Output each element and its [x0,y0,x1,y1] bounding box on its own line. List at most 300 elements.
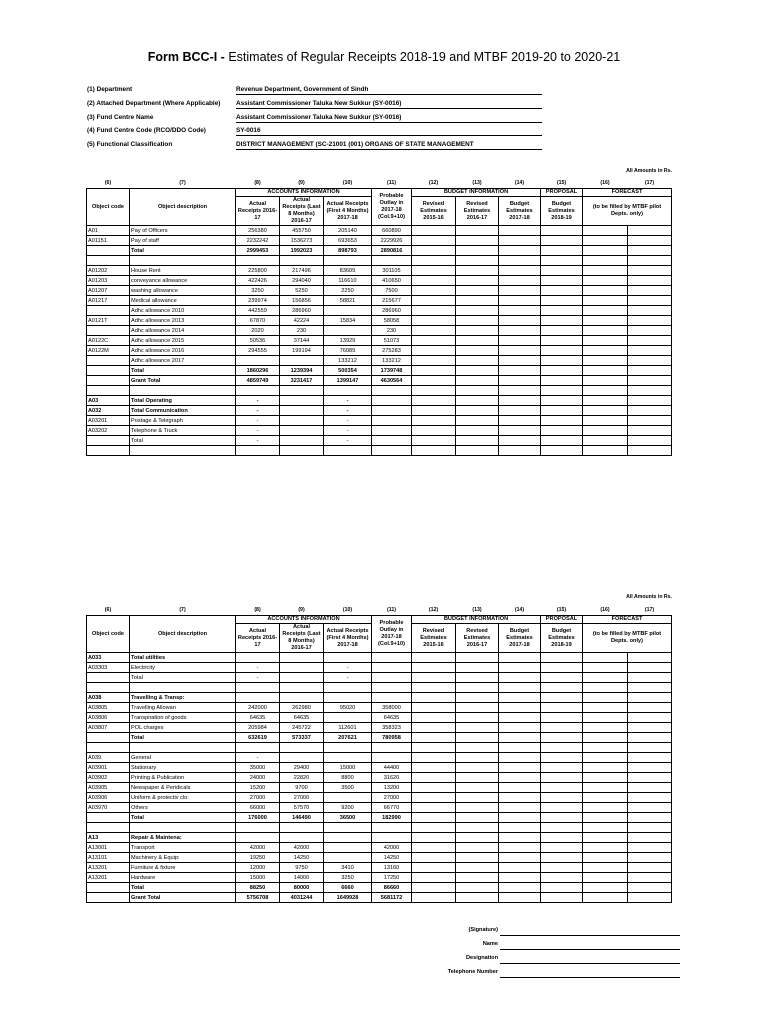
estimate-input-cell[interactable] [456,893,499,903]
estimate-input-cell[interactable] [412,843,456,853]
estimate-input-cell[interactable] [628,326,672,336]
estimate-input-cell[interactable] [456,226,499,236]
estimate-input-cell[interactable] [583,723,628,733]
estimate-input-cell[interactable] [456,663,499,673]
estimate-input-cell[interactable] [499,396,541,406]
estimate-input-cell[interactable] [541,813,583,823]
estimate-input-cell[interactable] [628,813,672,823]
estimate-input-cell[interactable] [456,356,499,366]
estimate-input-cell[interactable] [456,306,499,316]
object-code-cell: A13201 [87,863,130,873]
estimate-input-cell[interactable] [541,853,583,863]
estimate-input-cell[interactable] [456,883,499,893]
estimate-input-cell[interactable] [583,356,628,366]
estimate-input-cell[interactable] [499,883,541,893]
estimate-input-cell[interactable] [583,336,628,346]
estimate-input-cell[interactable] [412,226,456,236]
estimate-input-cell[interactable] [583,713,628,723]
estimate-input-cell[interactable] [541,266,583,276]
estimate-input-cell[interactable] [412,346,456,356]
estimate-input-cell[interactable] [412,296,456,306]
estimate-input-cell[interactable] [541,763,583,773]
estimate-input-cell[interactable] [583,883,628,893]
estimate-input-cell[interactable] [541,713,583,723]
estimate-input-cell[interactable] [628,226,672,236]
estimate-input-cell[interactable] [541,833,583,843]
estimate-input-cell[interactable] [412,863,456,873]
estimate-input-cell[interactable] [628,793,672,803]
estimate-input-cell[interactable] [456,366,499,376]
estimate-input-cell[interactable] [541,426,583,436]
estimate-input-cell[interactable] [412,813,456,823]
estimate-input-cell[interactable] [412,416,456,426]
estimate-input-cell[interactable] [628,663,672,673]
actual-receipts-cell: - [236,406,280,416]
estimate-input-cell[interactable] [541,326,583,336]
estimate-input-cell[interactable] [412,276,456,286]
estimate-input-cell[interactable] [583,276,628,286]
estimate-input-cell[interactable] [499,813,541,823]
estimate-input-cell[interactable] [628,703,672,713]
estimate-input-cell[interactable] [628,683,672,693]
estimate-input-cell[interactable] [499,336,541,346]
estimate-input-cell[interactable] [456,783,499,793]
estimate-input-cell[interactable] [583,446,628,456]
estimate-input-cell[interactable] [583,426,628,436]
estimate-input-cell[interactable] [583,793,628,803]
estimate-input-cell[interactable] [456,386,499,396]
estimate-input-cell[interactable] [499,873,541,883]
estimate-input-cell[interactable] [499,743,541,753]
estimate-input-cell[interactable] [412,246,456,256]
estimate-input-cell[interactable] [583,843,628,853]
estimate-input-cell[interactable] [541,446,583,456]
estimate-input-cell[interactable] [412,723,456,733]
estimate-input-cell[interactable] [412,693,456,703]
estimate-input-cell[interactable] [499,266,541,276]
estimate-input-cell[interactable] [456,723,499,733]
estimate-input-cell[interactable] [583,893,628,903]
estimate-input-cell[interactable] [412,356,456,366]
estimate-input-cell[interactable] [412,386,456,396]
estimate-input-cell[interactable] [412,336,456,346]
estimate-input-cell[interactable] [456,286,499,296]
estimate-input-cell[interactable] [456,713,499,723]
estimate-input-cell[interactable] [412,733,456,743]
estimate-input-cell[interactable] [412,653,456,663]
estimate-input-cell[interactable] [628,426,672,436]
estimate-input-cell[interactable] [628,376,672,386]
estimate-input-cell[interactable] [499,863,541,873]
estimate-input-cell[interactable] [499,296,541,306]
estimate-input-cell[interactable] [412,763,456,773]
estimate-input-cell[interactable] [583,266,628,276]
estimate-input-cell[interactable] [456,813,499,823]
estimate-input-cell[interactable] [499,416,541,426]
estimate-input-cell[interactable] [583,436,628,446]
estimate-input-cell[interactable] [499,693,541,703]
actual-first-4-cell: 76089 [324,346,372,356]
estimate-input-cell[interactable] [412,256,456,266]
estimate-input-cell[interactable] [583,316,628,326]
estimate-input-cell[interactable] [499,366,541,376]
estimate-input-cell[interactable] [541,773,583,783]
estimate-input-cell[interactable] [583,733,628,743]
signature-line[interactable] [500,935,680,936]
estimate-input-cell[interactable] [628,723,672,733]
estimate-input-cell[interactable] [412,306,456,316]
estimate-input-cell[interactable] [412,873,456,883]
estimate-input-cell[interactable] [541,873,583,883]
estimate-input-cell[interactable] [541,733,583,743]
estimate-input-cell[interactable] [499,723,541,733]
estimate-input-cell[interactable] [456,256,499,266]
estimate-input-cell[interactable] [412,396,456,406]
estimate-input-cell[interactable] [499,346,541,356]
estimate-input-cell[interactable] [541,236,583,246]
estimate-input-cell[interactable] [541,366,583,376]
estimate-input-cell[interactable] [628,883,672,893]
estimate-input-cell[interactable] [499,673,541,683]
estimate-input-cell[interactable] [456,436,499,446]
estimate-input-cell[interactable] [456,326,499,336]
estimate-input-cell[interactable] [499,753,541,763]
estimate-input-cell[interactable] [628,346,672,356]
estimate-input-cell[interactable] [583,226,628,236]
estimate-input-cell[interactable] [412,673,456,683]
estimate-input-cell[interactable] [412,663,456,673]
estimate-input-cell[interactable] [628,733,672,743]
estimate-input-cell[interactable] [541,693,583,703]
estimate-input-cell[interactable] [499,406,541,416]
estimate-input-cell[interactable] [583,773,628,783]
estimate-input-cell[interactable] [499,426,541,436]
estimate-input-cell[interactable] [628,256,672,266]
estimate-input-cell[interactable] [412,833,456,843]
estimate-input-cell[interactable] [583,236,628,246]
estimate-input-cell[interactable] [541,316,583,326]
estimate-input-cell[interactable] [628,276,672,286]
estimate-input-cell[interactable] [583,753,628,763]
estimate-input-cell[interactable] [628,296,672,306]
estimate-input-cell[interactable] [541,683,583,693]
estimate-input-cell[interactable] [412,406,456,416]
estimate-input-cell[interactable] [628,286,672,296]
estimate-input-cell[interactable] [412,376,456,386]
estimate-input-cell[interactable] [412,436,456,446]
estimate-input-cell[interactable] [583,683,628,693]
estimate-input-cell[interactable] [456,446,499,456]
estimate-input-cell[interactable] [541,803,583,813]
estimate-input-cell[interactable] [541,653,583,663]
estimate-input-cell[interactable] [499,843,541,853]
estimate-input-cell[interactable] [541,256,583,266]
estimate-input-cell[interactable] [456,396,499,406]
estimate-input-cell[interactable] [456,336,499,346]
estimate-input-cell[interactable] [583,803,628,813]
estimate-input-cell[interactable] [628,316,672,326]
estimate-input-cell[interactable] [499,833,541,843]
estimate-input-cell[interactable] [499,246,541,256]
estimate-input-cell[interactable] [456,863,499,873]
estimate-input-cell[interactable] [628,873,672,883]
estimate-input-cell[interactable] [412,883,456,893]
estimate-input-cell[interactable] [628,236,672,246]
estimate-input-cell[interactable] [583,256,628,266]
estimate-input-cell[interactable] [541,843,583,853]
estimate-input-cell[interactable] [583,663,628,673]
estimate-input-cell[interactable] [412,773,456,783]
estimate-input-cell[interactable] [583,286,628,296]
estimate-input-cell[interactable] [628,366,672,376]
designation-line[interactable] [500,963,680,964]
estimate-input-cell[interactable] [541,416,583,426]
estimate-input-cell[interactable] [541,663,583,673]
estimate-input-cell[interactable] [412,426,456,436]
estimate-input-cell[interactable] [541,823,583,833]
estimate-input-cell[interactable] [456,276,499,286]
estimate-input-cell[interactable] [541,296,583,306]
estimate-input-cell[interactable] [412,713,456,723]
estimate-input-cell[interactable] [541,276,583,286]
estimate-input-cell[interactable] [583,346,628,356]
object-code-cell [87,893,130,903]
estimate-input-cell[interactable] [628,783,672,793]
estimate-input-cell[interactable] [456,763,499,773]
estimate-input-cell[interactable] [412,316,456,326]
estimate-input-cell[interactable] [499,683,541,693]
estimate-input-cell[interactable] [456,833,499,843]
estimate-input-cell[interactable] [628,823,672,833]
estimate-input-cell[interactable] [456,853,499,863]
estimate-input-cell[interactable] [628,246,672,256]
estimate-input-cell[interactable] [628,843,672,853]
estimate-input-cell[interactable] [541,226,583,236]
estimate-input-cell[interactable] [628,803,672,813]
estimate-input-cell[interactable] [583,693,628,703]
estimate-input-cell[interactable] [628,436,672,446]
estimate-input-cell[interactable] [412,266,456,276]
estimate-input-cell[interactable] [541,436,583,446]
estimate-input-cell[interactable] [499,316,541,326]
estimate-input-cell[interactable] [541,396,583,406]
estimate-input-cell[interactable] [499,276,541,286]
estimate-input-cell[interactable] [583,873,628,883]
estimate-input-cell[interactable] [456,346,499,356]
estimate-input-cell[interactable] [541,783,583,793]
estimate-input-cell[interactable] [412,753,456,763]
estimate-input-cell[interactable] [583,863,628,873]
estimate-input-cell[interactable] [499,256,541,266]
estimate-input-cell[interactable] [583,813,628,823]
estimate-input-cell[interactable] [499,773,541,783]
estimate-input-cell[interactable] [628,763,672,773]
estimate-input-cell[interactable] [456,266,499,276]
estimate-input-cell[interactable] [583,673,628,683]
estimate-input-cell[interactable] [499,663,541,673]
estimate-input-cell[interactable] [541,753,583,763]
header-revised-2016-17: Revised Estimates 2016-17 [456,624,499,653]
estimate-input-cell[interactable] [456,416,499,426]
estimate-input-cell[interactable] [541,703,583,713]
estimate-input-cell[interactable] [583,296,628,306]
estimate-input-cell[interactable] [456,753,499,763]
telephone-line[interactable] [500,977,680,978]
estimate-input-cell[interactable] [456,376,499,386]
estimate-input-cell[interactable] [499,713,541,723]
estimate-input-cell[interactable] [499,853,541,863]
estimate-input-cell[interactable] [583,703,628,713]
estimate-input-cell[interactable] [583,853,628,863]
estimate-input-cell[interactable] [628,713,672,723]
estimate-input-cell[interactable] [499,763,541,773]
estimate-input-cell[interactable] [412,853,456,863]
estimate-input-cell[interactable] [541,376,583,386]
estimate-input-cell[interactable] [499,803,541,813]
estimate-input-cell[interactable] [456,793,499,803]
estimate-input-cell[interactable] [583,366,628,376]
estimate-input-cell[interactable] [456,823,499,833]
estimate-input-cell[interactable] [541,406,583,416]
estimate-input-cell[interactable] [499,436,541,446]
estimate-input-cell[interactable] [628,893,672,903]
estimate-input-cell[interactable] [499,236,541,246]
estimate-input-cell[interactable] [628,753,672,763]
estimate-input-cell[interactable] [583,743,628,753]
estimate-input-cell[interactable] [541,863,583,873]
estimate-input-cell[interactable] [456,803,499,813]
estimate-input-cell[interactable] [456,873,499,883]
estimate-input-cell[interactable] [412,783,456,793]
estimate-input-cell[interactable] [541,673,583,683]
estimate-input-cell[interactable] [499,226,541,236]
estimate-input-cell[interactable] [628,693,672,703]
estimate-input-cell[interactable] [628,266,672,276]
estimate-input-cell[interactable] [456,773,499,783]
estimate-input-cell[interactable] [628,673,672,683]
estimate-input-cell[interactable] [412,823,456,833]
estimate-input-cell[interactable] [412,743,456,753]
estimate-input-cell[interactable] [628,416,672,426]
estimate-input-cell[interactable] [541,336,583,346]
estimate-input-cell[interactable] [541,356,583,366]
estimate-input-cell[interactable] [499,286,541,296]
estimate-input-cell[interactable] [412,366,456,376]
estimate-input-cell[interactable] [583,406,628,416]
estimate-input-cell[interactable] [412,893,456,903]
estimate-input-cell[interactable] [628,743,672,753]
estimate-input-cell[interactable] [628,653,672,663]
estimate-input-cell[interactable] [583,653,628,663]
estimate-input-cell[interactable] [628,833,672,843]
estimate-input-cell[interactable] [499,793,541,803]
estimate-input-cell[interactable] [456,683,499,693]
estimate-input-cell[interactable] [456,426,499,436]
estimate-input-cell[interactable] [499,783,541,793]
estimate-input-cell[interactable] [456,843,499,853]
estimate-input-cell[interactable] [628,446,672,456]
estimate-input-cell[interactable] [499,703,541,713]
estimate-input-cell[interactable] [456,316,499,326]
header-proposal: PROPOSAL [541,189,583,197]
estimate-input-cell[interactable] [412,446,456,456]
estimate-input-cell[interactable] [456,733,499,743]
estimate-input-cell[interactable] [541,793,583,803]
estimate-input-cell[interactable] [499,653,541,663]
estimate-input-cell[interactable] [541,883,583,893]
estimate-input-cell[interactable] [541,743,583,753]
estimate-input-cell[interactable] [541,386,583,396]
estimate-input-cell[interactable] [541,306,583,316]
estimate-input-cell[interactable] [583,416,628,426]
estimate-input-cell[interactable] [499,733,541,743]
estimate-input-cell[interactable] [456,406,499,416]
estimate-input-cell[interactable] [628,306,672,316]
estimate-input-cell[interactable] [541,286,583,296]
estimate-input-cell[interactable] [583,833,628,843]
estimate-input-cell[interactable] [628,863,672,873]
estimate-input-cell[interactable] [583,326,628,336]
estimate-input-cell[interactable] [412,326,456,336]
estimate-input-cell[interactable] [628,406,672,416]
estimate-input-cell[interactable] [628,853,672,863]
estimate-input-cell[interactable] [541,246,583,256]
estimate-input-cell[interactable] [499,326,541,336]
estimate-input-cell[interactable] [499,893,541,903]
estimate-input-cell[interactable] [456,743,499,753]
estimate-input-cell[interactable] [499,823,541,833]
actual-first-4-cell: 116610 [324,276,372,286]
estimate-input-cell[interactable] [412,793,456,803]
estimate-input-cell[interactable] [541,893,583,903]
estimate-input-cell[interactable] [583,783,628,793]
estimate-input-cell[interactable] [628,773,672,783]
estimate-input-cell[interactable] [583,396,628,406]
estimate-input-cell[interactable] [499,306,541,316]
estimate-input-cell[interactable] [456,653,499,663]
estimate-input-cell[interactable] [499,356,541,366]
estimate-input-cell[interactable] [583,376,628,386]
estimate-input-cell[interactable] [412,683,456,693]
estimate-input-cell[interactable] [628,356,672,366]
estimate-input-cell[interactable] [628,386,672,396]
estimate-input-cell[interactable] [541,346,583,356]
name-line[interactable] [500,949,680,950]
estimate-input-cell[interactable] [456,673,499,683]
estimate-input-cell[interactable] [583,823,628,833]
estimate-input-cell[interactable] [583,246,628,256]
estimate-input-cell[interactable] [412,236,456,246]
estimate-input-cell[interactable] [499,386,541,396]
estimate-input-cell[interactable] [412,803,456,813]
estimate-input-cell[interactable] [583,386,628,396]
estimate-input-cell[interactable] [628,396,672,406]
estimate-input-cell[interactable] [499,376,541,386]
estimate-input-cell[interactable] [412,703,456,713]
estimate-input-cell[interactable] [583,763,628,773]
estimate-input-cell[interactable] [456,296,499,306]
estimate-input-cell[interactable] [456,246,499,256]
estimate-input-cell[interactable] [456,693,499,703]
estimate-input-cell[interactable] [583,306,628,316]
estimate-input-cell[interactable] [412,286,456,296]
estimate-input-cell[interactable] [456,703,499,713]
actual-first-4-cell: 13929 [324,336,372,346]
estimate-input-cell[interactable] [456,236,499,246]
estimate-input-cell[interactable] [499,446,541,456]
estimate-input-cell[interactable] [628,336,672,346]
estimate-input-cell[interactable] [541,723,583,733]
